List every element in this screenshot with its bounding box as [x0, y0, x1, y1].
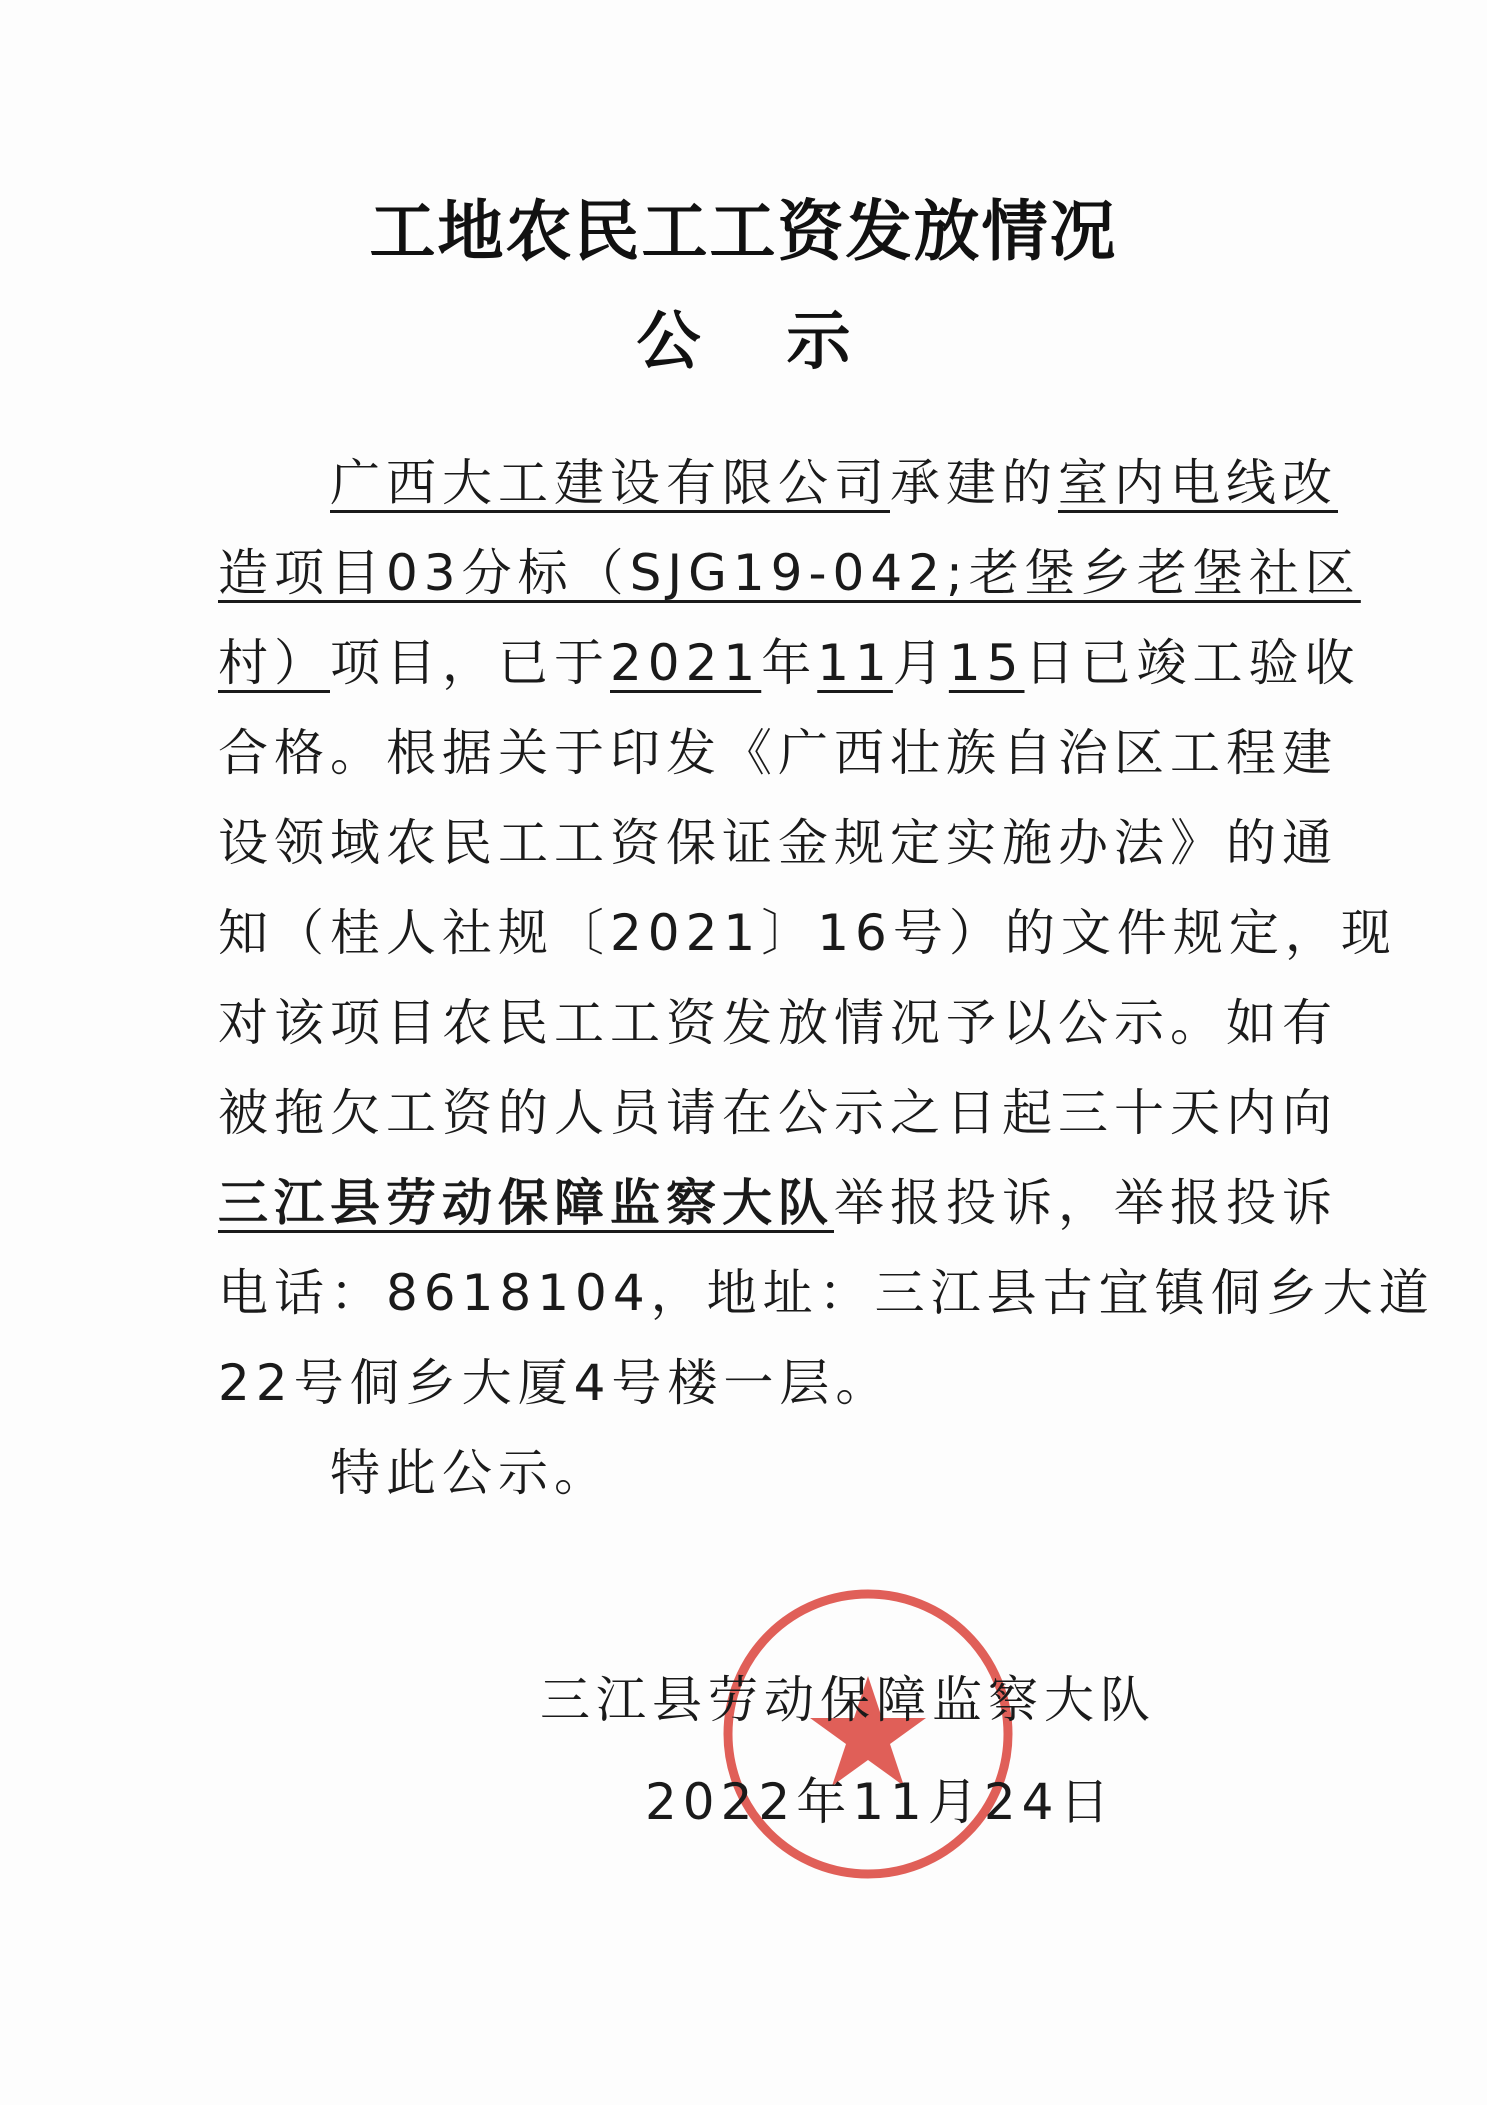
body-line-4: 合格。根据关于印发《广西壮族自治区工程建	[218, 724, 1338, 782]
project-name-part-1: 室内电线改	[1058, 454, 1338, 512]
body-text-fragment: 举报投诉，举报投诉	[834, 1174, 1338, 1232]
project-name-part-3: 村）	[218, 634, 330, 692]
completion-month: 11	[817, 634, 893, 692]
body-text-fragment: 日已竣工验收	[1024, 634, 1361, 692]
signature-org: 三江县劳动保障监察大队	[540, 1671, 1156, 1729]
body-line-7: 对该项目农民工工资发放情况予以公示。如有	[218, 994, 1338, 1052]
signature-date: 2022年11月24日	[645, 1773, 1116, 1831]
project-name-part-2: 造项目03分标（SJG19-042;老堡乡老堡社区	[218, 544, 1361, 602]
body-text-fragment: 项目，已于	[330, 634, 610, 692]
body-line-11: 22号侗乡大厦4号楼一层。	[218, 1354, 892, 1412]
completion-year: 2021	[610, 634, 762, 692]
document-subtitle: 公示	[636, 305, 937, 379]
body-text-fragment: 月	[892, 634, 949, 692]
body-line-2	[218, 528, 1361, 618]
official-seal	[718, 1584, 1018, 1884]
body-line-6: 知（桂人社规〔2021〕16号）的文件规定，现	[218, 904, 1397, 962]
complaint-agency: 三江县劳动保障监察大队	[218, 1174, 834, 1232]
completion-day: 15	[948, 634, 1025, 692]
body-line-3	[218, 618, 1361, 708]
body-line-5: 设领域农民工工资保证金规定实施办法》的通	[218, 814, 1338, 872]
body-text-fragment: 承建的	[890, 454, 1058, 512]
contractor-name: 广西大工建设有限公司	[330, 454, 890, 512]
body-line-10: 电话：8618104，地址：三江县古宜镇侗乡大道	[218, 1264, 1435, 1322]
body-text-fragment: 年	[761, 634, 818, 692]
body-line-9	[218, 1158, 1338, 1248]
closing-line: 特此公示。	[330, 1444, 610, 1502]
document-title: 工地农民工工资发放情况	[369, 193, 1118, 270]
body-line-8: 被拖欠工资的人员请在公示之日起三十天内向	[218, 1084, 1338, 1142]
notice-body	[218, 438, 1435, 1518]
body-line-1	[218, 438, 1338, 528]
